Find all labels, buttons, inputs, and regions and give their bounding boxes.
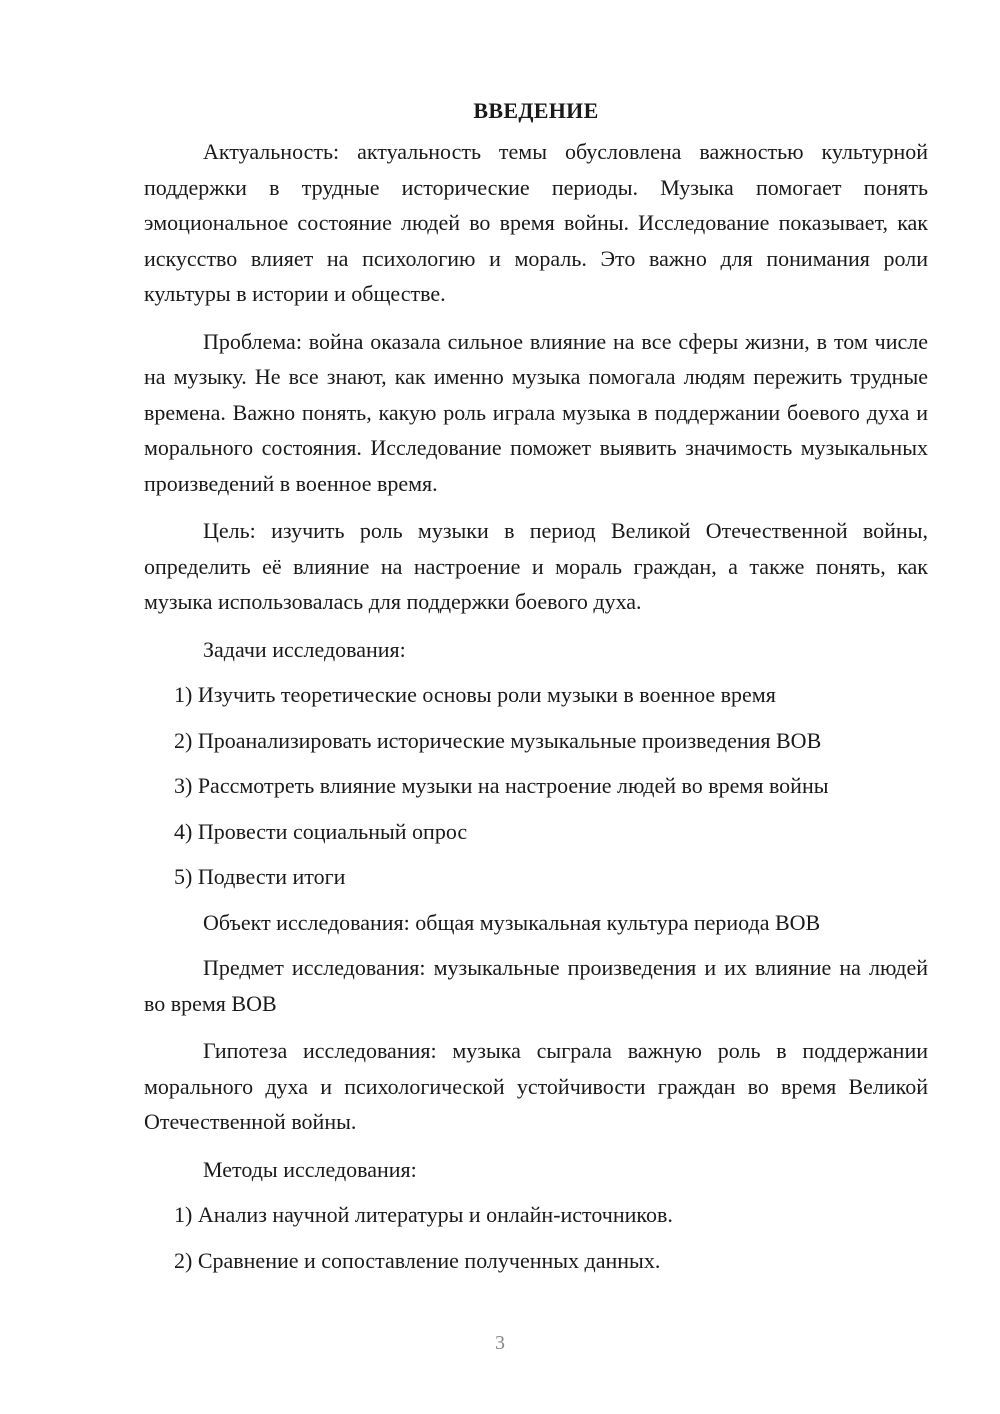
page-number: 3: [495, 1332, 505, 1354]
goal-paragraph: Цель: изучить роль музыки в период Великой Отечественной войны, определить её влияние на настроение и мораль граждан, а также понять, как музыка использовалась для поддержки боевого духа.: [144, 518, 928, 614]
task-item-2: 2) Проанализировать исторические музыкальные произведения ВОВ: [174, 727, 822, 753]
hypothesis-paragraph: Гипотеза исследования: музыка сыграла важную роль в поддержании морального духа и психологической устойчивости граждан во время Великой Отечественной войны.: [144, 1038, 928, 1134]
relevance-paragraph: Актуальность: актуальность темы обусловлена важностью культурной поддержки в трудные исторические периоды. Музыка помогает понять эмоциональное состояние людей во время войны. Исследование показывает, как искусство влияет на психологию и мораль. Это важно для понимания роли культуры в истории и обществе.: [144, 139, 928, 306]
method-item-1: 1) Анализ научной литературы и онлайн-источников.: [174, 1202, 673, 1227]
method-item-2: 2) Сравнение и сопоставление полученных данных.: [174, 1247, 661, 1273]
task-item-4: 4) Провести социальный опрос: [174, 818, 468, 844]
page-content: [144, 94, 928, 1278]
task-item-5: 5) Подвести итоги: [174, 864, 346, 889]
task-item-1: 1) Изучить теоретические основы роли музыки в военное время: [174, 682, 776, 707]
tasks-heading: Задачи исследования:: [203, 636, 406, 662]
section-heading: ВВЕДЕНИЕ: [473, 98, 599, 123]
problem-paragraph: Проблема: война оказала сильное влияние на все сферы жизни, в том числе на музыку. Не все знают, как именно музыка помогала людям пережить трудные времена. Важно понять, какую роль играла музыка в поддержании боевого духа и морального состояния. Исследование поможет выявить значимость музыкальных произведений в военное время.: [144, 328, 928, 496]
methods-heading: Методы исследования:: [203, 1156, 417, 1182]
task-item-3: 3) Рассмотреть влияние музыки на настроение людей во время войны: [174, 773, 829, 798]
object-paragraph: Объект исследования: общая музыкальная культура периода ВОВ: [203, 909, 821, 935]
subject-paragraph: Предмет исследования: музыкальные произведения и их влияние на людей во время ВОВ: [144, 955, 928, 1016]
